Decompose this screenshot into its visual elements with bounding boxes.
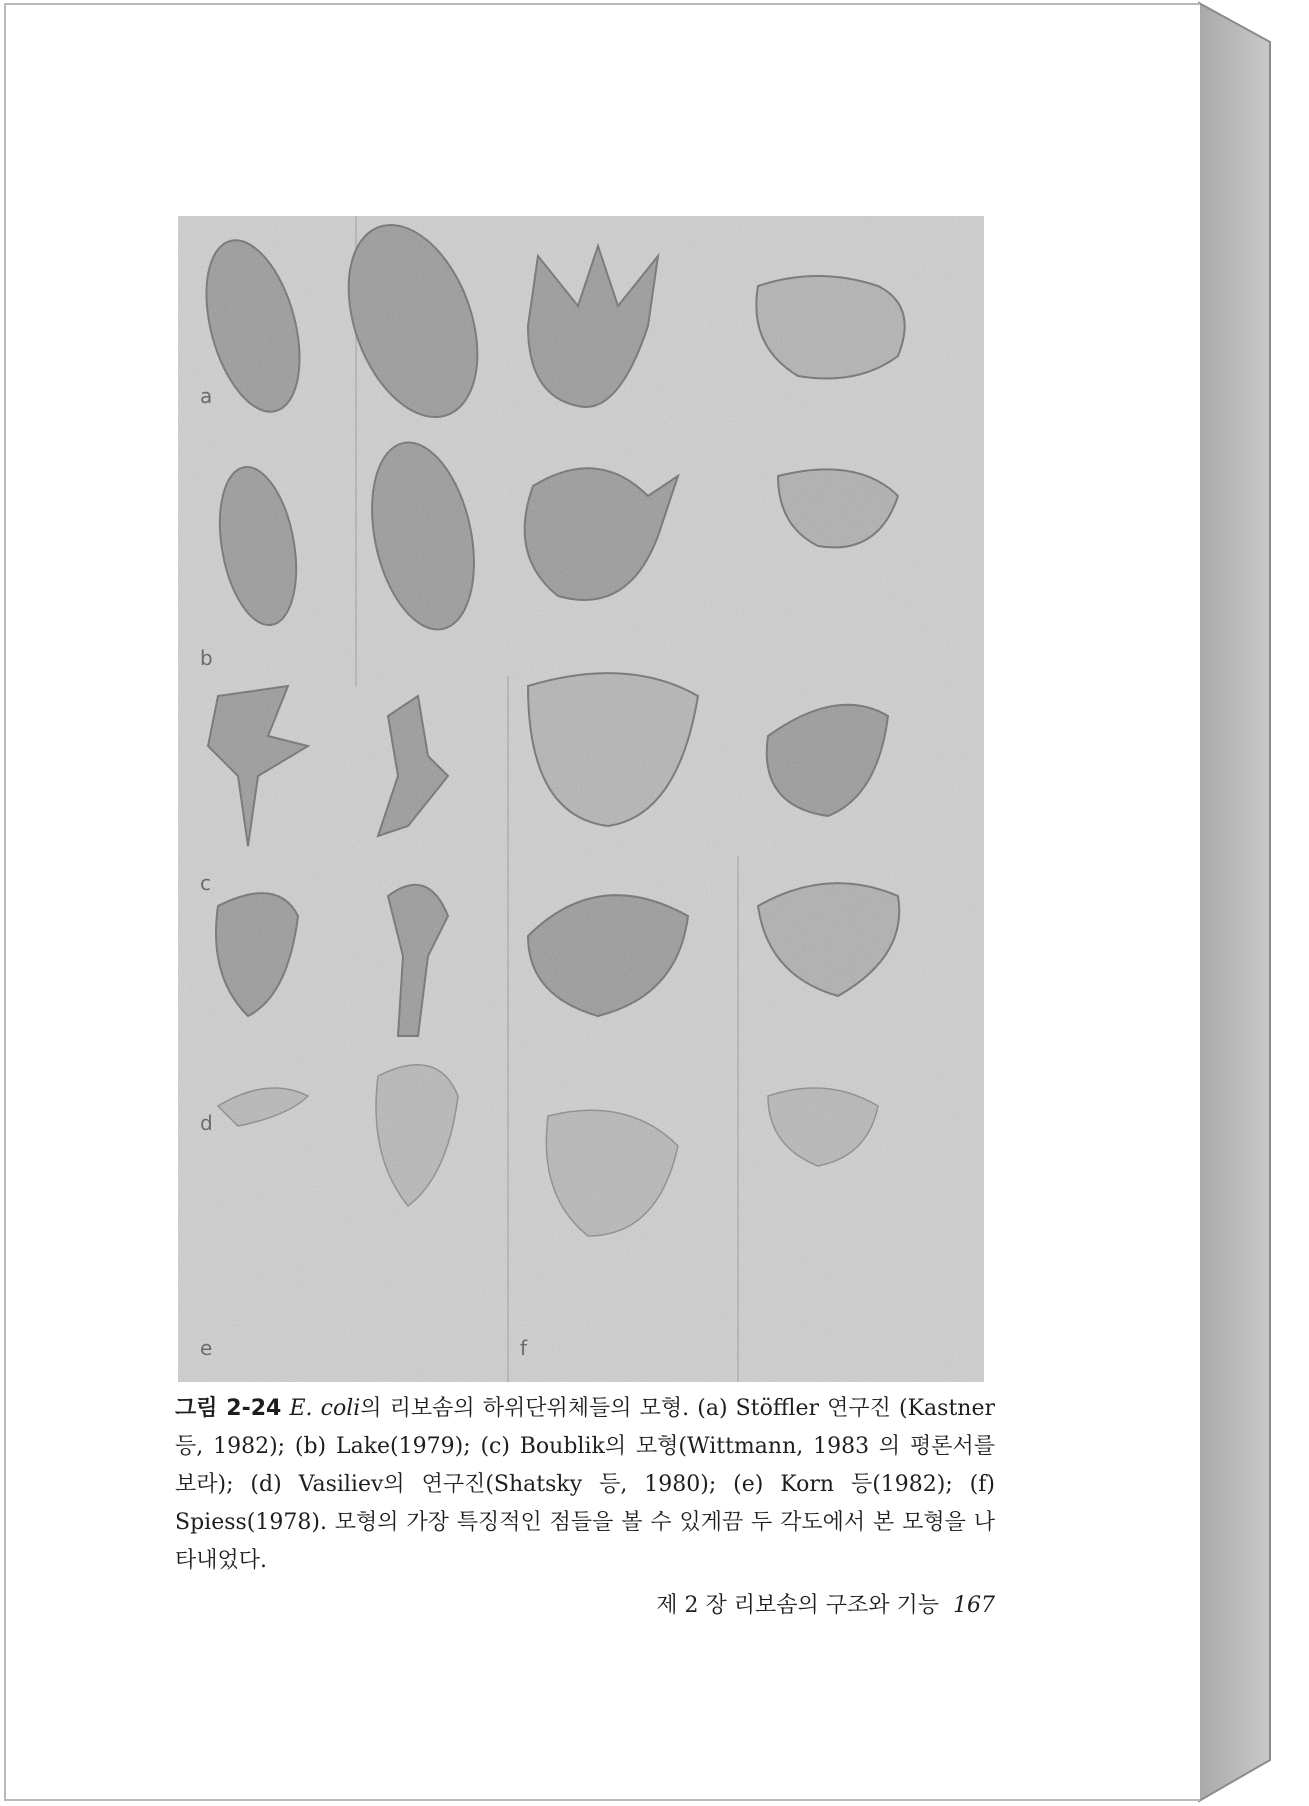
panel-label-d: d (200, 1111, 213, 1135)
panel-label-f: f (520, 1336, 528, 1360)
figure-caption (175, 1390, 995, 1580)
panel-label-b: b (200, 646, 213, 670)
caption-species: E. coli (289, 1396, 361, 1421)
panel-label-e: e (200, 1336, 213, 1360)
figure-number: 그림 2-24 (175, 1396, 282, 1421)
page-number: 167 (953, 1593, 995, 1618)
figure-plate (178, 216, 984, 1382)
chapter-title: 제 2 장 리보솜의 구조와 기능 (656, 1593, 939, 1618)
caption-text: 의 리보솜의 하위단위체들의 모형. (a) Stöffler 연구진 (Kastner 등, 1982); (b) Lake(1979); (c) Boublik의 모형(Wittmann, 1983 의 평론서를 보라); (d) Vasiliev의 연구진(Shatsky 등, 1980); (e) Korn 등(1982); (f) Spiess(1978). 모형의 가장 특징적인 점들을 볼 수 있게끔 두 각도에서 본 모형을 나타내었다. (175, 1396, 995, 1573)
running-footer (600, 1588, 995, 1619)
panel-label-a: a (200, 384, 213, 408)
ribosome-models-figure (178, 216, 984, 1382)
panel-label-c: c (200, 871, 211, 895)
